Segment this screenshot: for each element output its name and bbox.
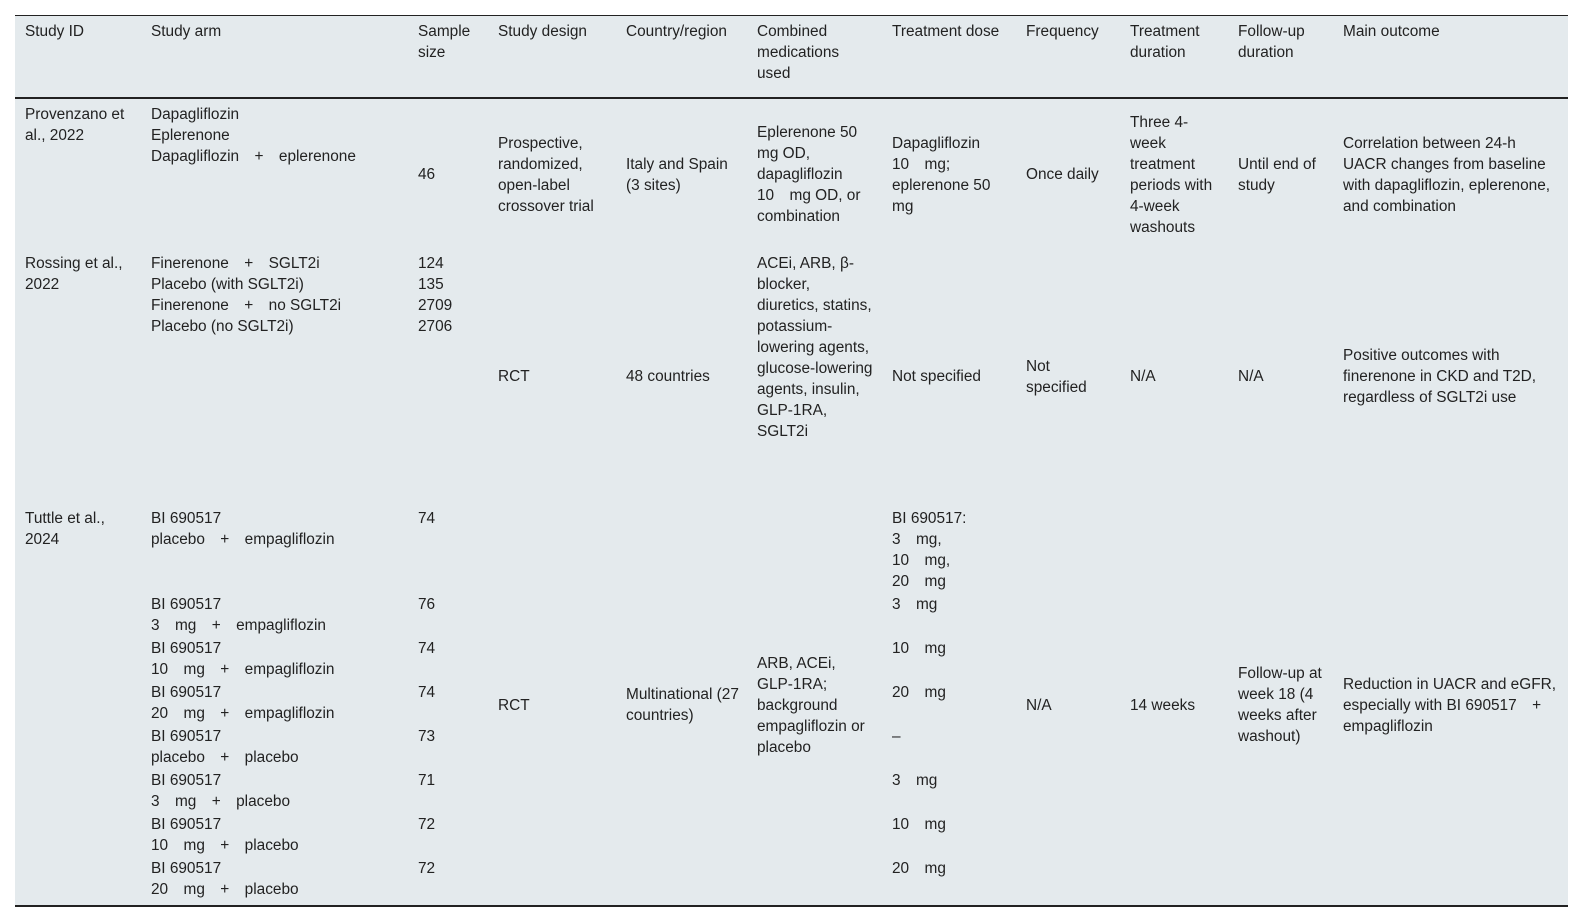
design-cell: RCT	[498, 696, 530, 714]
header-frequency: Frequency	[1026, 23, 1099, 40]
dose-line: BI 690517:	[892, 510, 967, 527]
country-cell: Italy and Spain (3 sites)	[626, 155, 728, 194]
size-block	[418, 594, 480, 638]
table-row	[15, 503, 1568, 906]
study-id-cell: Tuttle et al., 2024	[25, 510, 105, 548]
dose-block	[892, 858, 1008, 902]
table-container	[15, 15, 1568, 907]
arm-line: Eplerenone	[151, 127, 230, 144]
arm-block	[151, 508, 400, 594]
arm-line: placebo + placebo	[151, 749, 299, 766]
size-line: 72	[418, 860, 436, 877]
dose-line: 20 mg	[892, 860, 946, 877]
design-cell: RCT	[498, 368, 530, 385]
header-treatment-duration: Treatment duration	[1130, 23, 1200, 61]
arm-line: 10 mg + empagliflozin	[151, 661, 335, 678]
dose-line: 20 mg	[892, 684, 946, 701]
dose-block	[892, 814, 1008, 858]
dose-line: 3 mg,	[892, 531, 942, 548]
frequency-cell: N/A	[1026, 696, 1052, 714]
arm-block	[151, 726, 400, 770]
arm-line: Dapagliflozin	[151, 106, 240, 123]
arm-block	[151, 814, 400, 858]
size-line: 2709	[418, 297, 453, 314]
frequency-cell: Once daily	[1026, 166, 1099, 183]
study-arm-cell	[141, 248, 408, 503]
size-line: 73	[418, 728, 436, 745]
followup-cell: Until end of study	[1238, 155, 1316, 194]
arm-line: BI 690517	[151, 816, 222, 833]
sample-size-cell: 46	[418, 166, 436, 183]
size-block	[418, 814, 480, 858]
sample-size-cell	[408, 248, 488, 503]
size-line: 74	[418, 684, 436, 701]
size-block	[418, 638, 480, 682]
size-line: 135	[418, 276, 444, 293]
arm-line: 10 mg + placebo	[151, 837, 299, 854]
size-line: 71	[418, 772, 436, 789]
header-country: Country/region	[626, 23, 727, 40]
arm-block	[151, 858, 400, 902]
treatment-duration-cell: 14 weeks	[1130, 696, 1196, 714]
arm-line: Dapagliflozin + eplerenone	[151, 148, 356, 165]
size-block	[418, 726, 480, 770]
dose-line: 10 mg	[892, 816, 946, 833]
size-block	[418, 682, 480, 726]
size-block	[418, 508, 480, 594]
dose-line: 3 mg	[892, 772, 938, 789]
dose-line: 20 mg	[892, 573, 946, 590]
country-cell: Multinational (27 countries)	[626, 686, 739, 724]
treatment-duration-cell: N/A	[1130, 368, 1156, 385]
study-arm-cell	[141, 98, 408, 248]
size-line: 74	[418, 510, 436, 527]
arm-line: BI 690517	[151, 772, 222, 789]
size-line: 2706	[418, 318, 453, 335]
arm-line: Finerenone + SGLT2i	[151, 255, 320, 272]
arm-line: placebo + empagliflozin	[151, 531, 335, 548]
dose-block	[892, 770, 1008, 814]
header-study-id: Study ID	[25, 23, 85, 40]
country-cell: 48 countries	[626, 368, 710, 385]
dose-line: 3 mg	[892, 596, 938, 613]
arm-line: 3 mg + placebo	[151, 793, 291, 810]
dose-block	[892, 638, 1008, 682]
header-sample-size: Sample size	[418, 23, 471, 61]
followup-cell: N/A	[1238, 368, 1264, 385]
arm-line: BI 690517	[151, 596, 222, 613]
table-row	[15, 248, 1568, 503]
arm-line: BI 690517	[151, 684, 222, 701]
arm-line: BI 690517	[151, 640, 222, 657]
dose-line: 10 mg	[892, 640, 946, 657]
sample-size-cell	[408, 503, 488, 906]
arm-block	[151, 594, 400, 638]
studies-table	[15, 15, 1568, 907]
header-study-arm: Study arm	[151, 23, 222, 40]
arm-line: BI 690517	[151, 728, 222, 745]
dose-line: –	[892, 728, 901, 745]
header-study-design: Study design	[498, 23, 587, 40]
followup-cell: Follow-up at week 18 (4 weeks after washout)	[1238, 665, 1322, 745]
header-main-outcome: Main outcome	[1343, 23, 1440, 40]
dose-block	[892, 726, 1008, 770]
header-row	[15, 16, 1568, 99]
size-line: 76	[418, 596, 436, 613]
dose-cell	[882, 503, 1016, 906]
study-id-cell: Provenzano et al., 2022	[25, 106, 125, 144]
arm-line: 3 mg + empagliflozin	[151, 617, 326, 634]
frequency-cell: Not specified	[1026, 357, 1087, 396]
study-id-cell: Rossing et al., 2022	[25, 255, 123, 293]
header-followup-duration: Follow-up duration	[1238, 23, 1305, 61]
arm-block	[151, 638, 400, 682]
dose-line: 10 mg,	[892, 552, 951, 569]
arm-line: Placebo (with SGLT2i)	[151, 276, 304, 293]
size-line: 74	[418, 640, 436, 657]
size-block	[418, 770, 480, 814]
treatment-duration-cell: Three 4-week treatment periods with 4-week washouts	[1130, 113, 1213, 236]
medications-cell: ARB, ACEi, GLP-1RA; background empagliflozin or placebo	[757, 654, 865, 756]
arm-line: BI 690517	[151, 860, 222, 877]
size-line: 124	[418, 255, 444, 272]
table-row	[15, 98, 1568, 248]
dose-block	[892, 594, 1008, 638]
header-treatment-dose: Treatment dose	[892, 23, 1000, 40]
study-arm-cell	[141, 503, 408, 906]
dose-block	[892, 508, 1008, 594]
arm-line: 20 mg + placebo	[151, 881, 299, 898]
arm-block	[151, 770, 400, 814]
outcome-cell: Reduction in UACR and eGFR, especially with BI 690517 + empagliflozin	[1343, 675, 1557, 735]
medications-cell: Eplerenone 50 mg OD, dapagliflozin 10 mg OD, or combination	[757, 124, 873, 225]
dose-cell: Dapagliflozin 10 mg; eplerenone 50 mg	[892, 134, 1006, 215]
size-line: 72	[418, 816, 436, 833]
dose-block	[892, 682, 1008, 726]
arm-line: Placebo (no SGLT2i)	[151, 318, 294, 335]
outcome-cell: Correlation between 24-h UACR changes from baseline with dapagliflozin, eplerenone, and combination	[1343, 134, 1551, 215]
medications-cell: ACEi, ARB, β-blocker, diuretics, statins, potassium-lowering agents, glucose-lowering agents, insulin, GLP-1RA, SGLT2i	[757, 255, 873, 440]
header-combined-medications: Combined medications used	[757, 23, 840, 82]
outcome-cell: Positive outcomes with finerenone in CKD and T2D, regardless of SGLT2i use	[1343, 347, 1537, 406]
arm-line: Finerenone + no SGLT2i	[151, 297, 342, 314]
dose-cell: Not specified	[892, 368, 981, 385]
design-cell: Prospective, randomized, open-label crossover trial	[498, 134, 594, 215]
arm-line: 20 mg + empagliflozin	[151, 705, 335, 722]
arm-block	[151, 682, 400, 726]
size-block	[418, 858, 480, 902]
arm-line: BI 690517	[151, 510, 222, 527]
